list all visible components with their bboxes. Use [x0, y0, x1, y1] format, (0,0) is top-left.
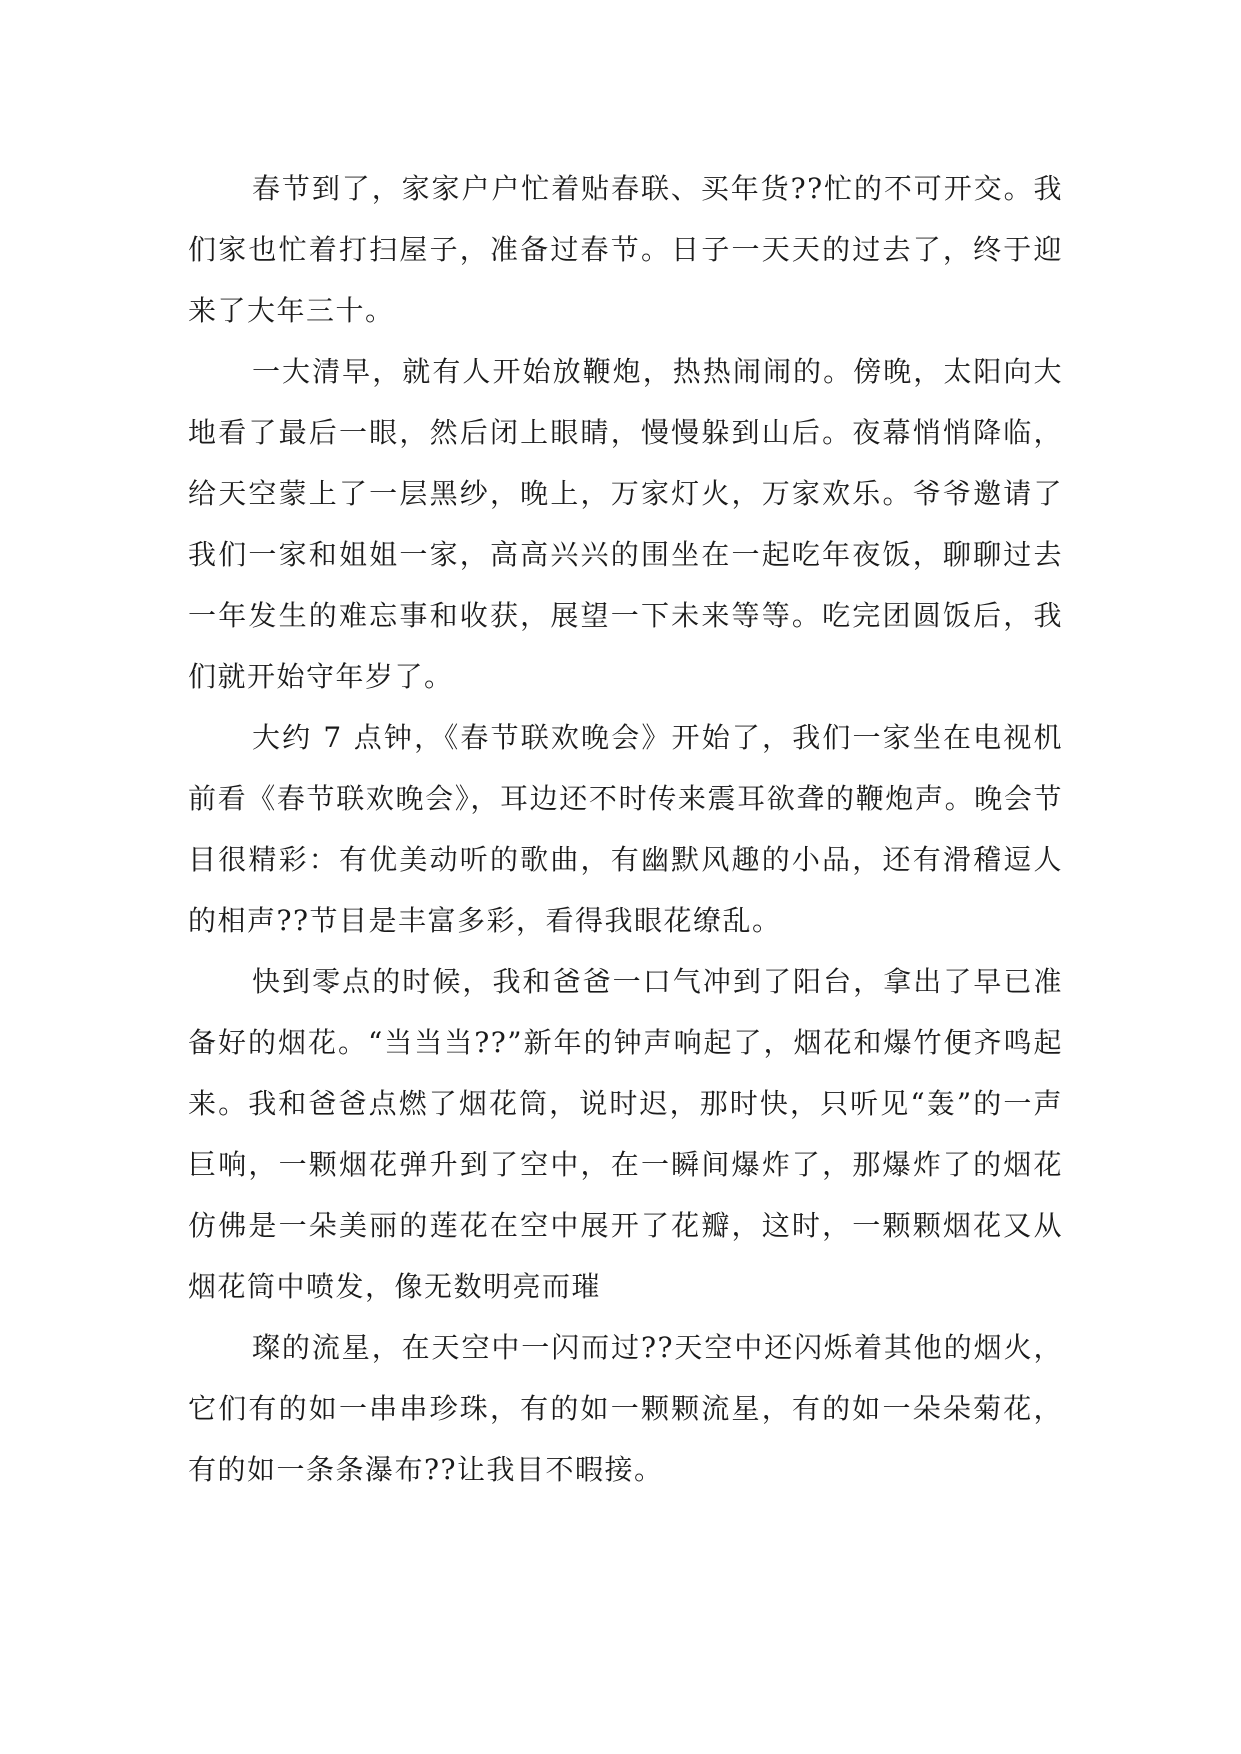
- paragraph-1: 春节到了，家家户户忙着贴春联、买年货??忙的不可开交。我们家也忙着打扫屋子，准备过春节。日子一天天的过去了，终于迎来了大年三十。: [188, 172, 1063, 327]
- paragraph-2: 一大清早，就有人开始放鞭炮，热热闹闹的。傍晚，太阳向大地看了最后一眼，然后闭上眼睛，慢慢躲到山后。夜幕悄悄降临，给天空蒙上了一层黑纱，晚上，万家灯火，万家欢乐。爷爷邀请了我们一家和姐姐一家，高高兴兴的围坐在一起吃年夜饭，聊聊过去一年发生的难忘事和收获，展望一下未来等等。吃完团圆饭后，我们就开始守年岁了。: [188, 355, 1063, 693]
- paragraph-3: 大约 7 点钟，《春节联欢晚会》开始了，我们一家坐在电视机前看《春节联欢晚会》，耳边还不时传来震耳欲聋的鞭炮声。晚会节目很精彩：有优美动听的歌曲，有幽默风趣的小品，还有滑稽逗人的相声??节目是丰富多彩，看得我眼花缭乱。: [188, 721, 1063, 937]
- paragraph-5: 璨的流星，在天空中一闪而过??天空中还闪烁着其他的烟火，它们有的如一串串珍珠，有的如一颗颗流星，有的如一朵朵菊花，有的如一条条瀑布??让我目不暇接。: [188, 1331, 1063, 1486]
- document-body: [188, 158, 1063, 1500]
- paragraph-4: 快到零点的时候，我和爸爸一口气冲到了阳台，拿出了早已准备好的烟花。“当当当??”新年的钟声响起了，烟花和爆竹便齐鸣起来。我和爸爸点燃了烟花筒，说时迟，那时快，只听见“轰”的一声巨响，一颗烟花弹升到了空中，在一瞬间爆炸了，那爆炸了的烟花仿佛是一朵美丽的莲花在空中展开了花瓣，这时，一颗颗烟花又从烟花筒中喷发，像无数明亮而璀: [188, 965, 1063, 1303]
